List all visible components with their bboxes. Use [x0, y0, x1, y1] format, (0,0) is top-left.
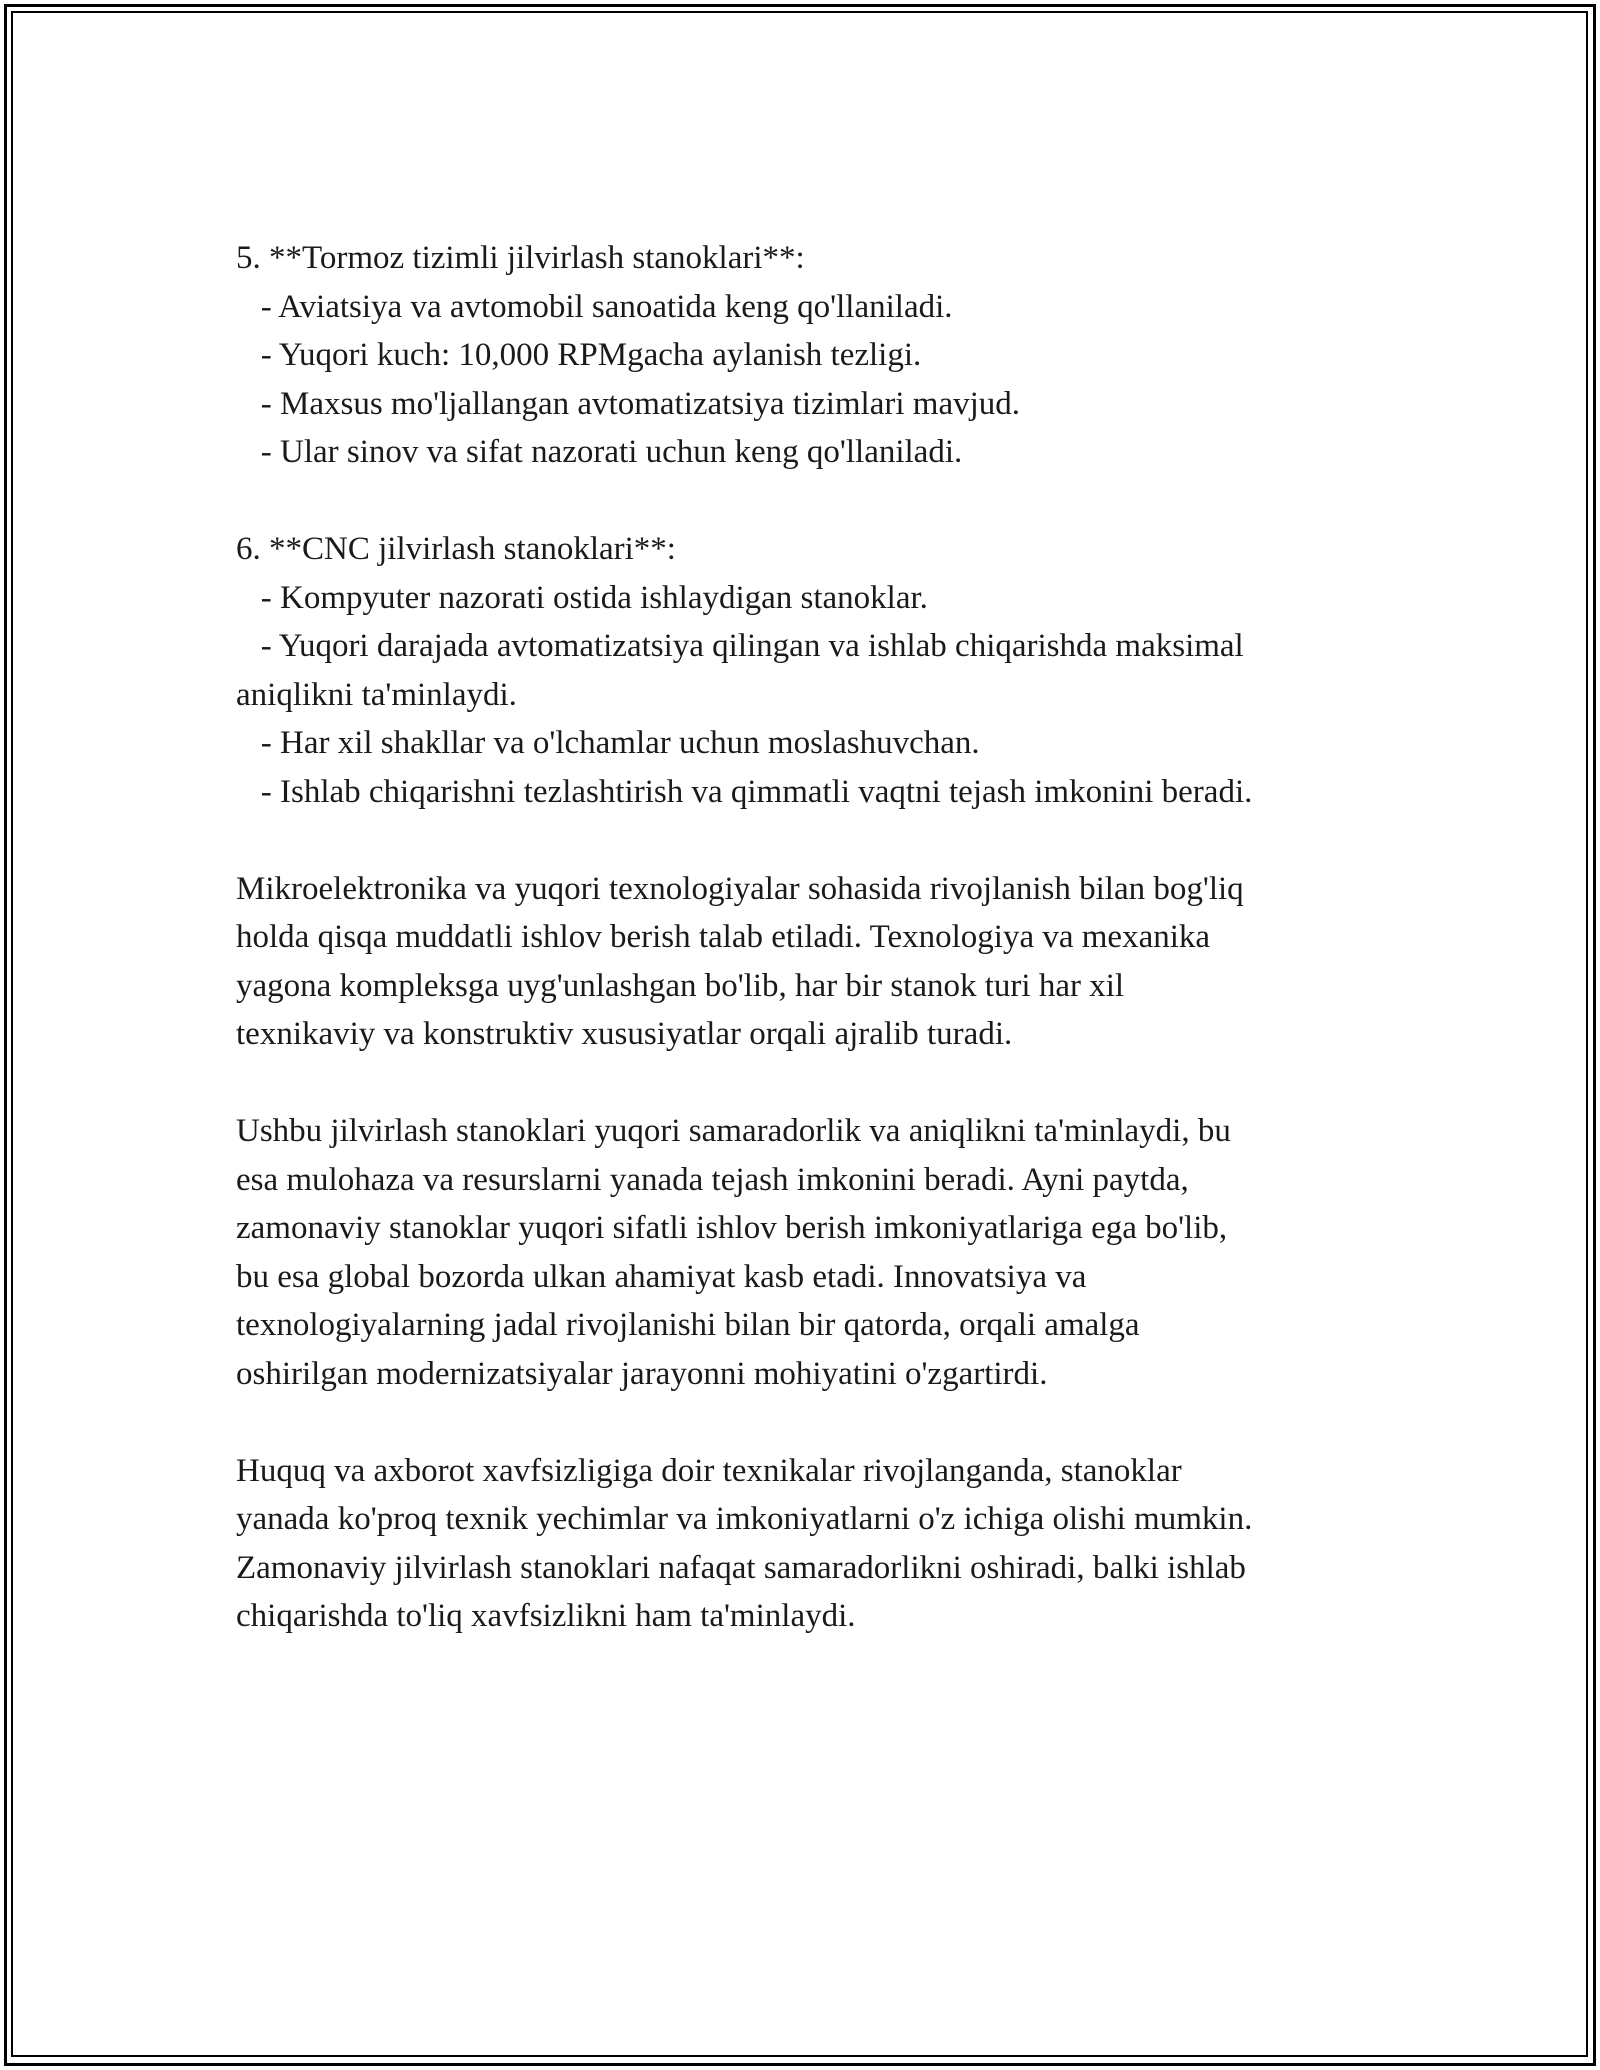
- section-heading: 5. **Tormoz tizimli jilvirlash stanoklari**:: [236, 240, 805, 276]
- section-6: [236, 525, 1376, 816]
- paragraph-line: yanada ko'proq texnik yechimlar va imkoniyatlarni o'z ichiga olishi mumkin.: [236, 1501, 1253, 1537]
- list-item: - Yuqori darajada avtomatizatsiya qilingan va ishlab chiqarishda maksimal: [236, 628, 1244, 664]
- paragraph-line: bu esa global bozorda ulkan ahamiyat kasb etadi. Innovatsiya va: [236, 1258, 1087, 1295]
- paragraph-3: [236, 1447, 1376, 1641]
- paragraph-line: texnikaviy va konstruktiv xususiyatlar orqali ajralib turadi.: [236, 1016, 1013, 1052]
- list-item: - Yuqori kuch: 10,000 RPMgacha aylanish tezligi.: [236, 337, 922, 373]
- paragraph-line: oshirilgan modernizatsiyalar jarayonni mohiyatini o'zgartirdi.: [236, 1355, 1048, 1392]
- document-body: [236, 234, 1376, 1689]
- list-item-continuation: aniqlikni ta'minlaydi.: [236, 676, 517, 713]
- list-item: - Kompyuter nazorati ostida ishlaydigan stanoklar.: [236, 579, 928, 616]
- paragraph-1: [236, 865, 1376, 1059]
- list-item: - Ular sinov va sifat nazorati uchun keng qo'llaniladi.: [236, 434, 963, 470]
- paragraph-line: yagona kompleksga uyg'unlashgan bo'lib, har bir stanok turi har xil: [236, 967, 1125, 1004]
- paragraph-line: esa mulohaza va resurslarni yanada tejash imkonini beradi. Ayni paytda,: [236, 1161, 1189, 1198]
- list-item: - Har xil shakllar va o'lchamlar uchun moslashuvchan.: [236, 725, 980, 761]
- paragraph-line: Mikroelektronika va yuqori texnologiyalar sohasida rivojlanish bilan bog'liq: [236, 870, 1244, 907]
- paragraph-line: texnologiyalarning jadal rivojlanishi bilan bir qatorda, orqali amalga: [236, 1307, 1140, 1343]
- paragraph-line: Huquq va axborot xavfsizligiga doir texnikalar rivojlanganda, stanoklar: [236, 1452, 1182, 1489]
- paragraph-line: chiqarishda to'liq xavfsizlikni ham ta'minlaydi.: [236, 1598, 856, 1634]
- paragraph-line: holda qisqa muddatli ishlov berish talab etiladi. Texnologiya va mexanika: [236, 919, 1211, 955]
- paragraph-line: Zamonaviy jilvirlash stanoklari nafaqat samaradorlikni oshiradi, balki ishlab: [236, 1549, 1246, 1586]
- paragraph-2: [236, 1107, 1376, 1398]
- paragraph-line: zamonaviy stanoklar yuqori sifatli ishlov berish imkoniyatlariga ega bo'lib,: [236, 1210, 1228, 1246]
- list-item: - Aviatsiya va avtomobil sanoatida keng qo'llaniladi.: [236, 288, 953, 325]
- paragraph-line: Ushbu jilvirlash stanoklari yuqori samaradorlik va aniqlikni ta'minlaydi, bu: [236, 1113, 1231, 1149]
- list-item: - Maxsus mo'ljallangan avtomatizatsiya tizimlari mavjud.: [236, 385, 1021, 422]
- list-item: - Ishlab chiqarishni tezlashtirish va qimmatli vaqtni tejash imkonini beradi.: [236, 773, 1253, 810]
- section-heading: 6. **CNC jilvirlash stanoklari**:: [236, 531, 676, 567]
- section-5: [236, 234, 1376, 477]
